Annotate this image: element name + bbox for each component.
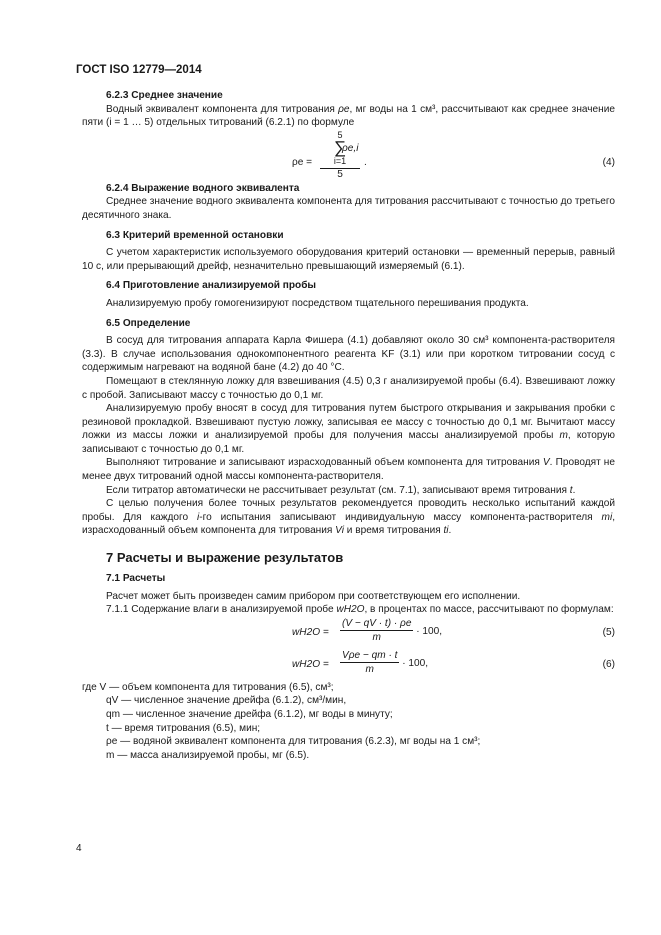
equation-number-5: (5) xyxy=(602,626,615,638)
formula-6-lhs: wH2O = xyxy=(292,658,329,670)
formula-6-fraction: $\frac{\text{Vρe − qm · t}}{m}$ xyxy=(342,649,398,676)
paragraph-7-1-1: 7.1.1 Содержание влаги в анализируемой пробе wH2O, в процентах по массе, рассчитывают по формулам: xyxy=(106,604,614,616)
legend-item: qV — численное значение дрейфа (6.1.2), см³/мин, xyxy=(106,695,347,707)
paragraph-6-5-6: С целью получения более точных результатов рекомендуется проводить несколько испытаний каждой пробы. Для каждого i-го испытания записывают индивидуальную массу компонента-растворителя mi, израсходованный объем компонента для титрования Vi и время титрования ti. xyxy=(82,498,615,537)
heading-6-4: 6.4 Приготовление анализируемой пробы xyxy=(106,280,317,292)
legend-item: m — масса анализируемой пробы, мг (6.5). xyxy=(106,749,310,761)
paragraph-6-2-4: Среднее значение водного эквивалента компонента для титрования рассчитывают с точностью до третьего десятичного знака. xyxy=(82,196,615,221)
paragraph-7-1: Расчет может быть произведен самим прибором при соответствующем его исполнении. xyxy=(106,590,521,602)
paragraph-6-5-2: Помещают в стеклянную ложку для взвешивания (4.5) 0,3 г анализируемой пробы (6.4). Взвешивают ложку с пробой. Записывают массу с точностью до 0,1 мг. xyxy=(82,375,615,401)
equation-number-4: (4) xyxy=(602,156,615,168)
heading-section-7: 7 Расчеты и выражение результатов xyxy=(106,550,344,566)
standard-header: ГОСТ ISO 12779—2014 xyxy=(76,64,202,76)
sigma-symbol: ∑ xyxy=(333,137,347,157)
page-number: 4 xyxy=(76,843,82,854)
heading-6-5: 6.5 Определение xyxy=(106,317,191,329)
formula-4-fraction: 5 ∑ i=1 5 ρe,i xyxy=(320,130,360,181)
paragraph-6-4: Анализируемую пробу гомогенизируют посредством тщательного перешивания продукта. xyxy=(106,297,529,309)
paragraph-6-5-5: Если титратор автоматически не рассчитывает результат (см. 7.1), записывают время титрования t. xyxy=(106,484,576,496)
paragraph-6-5-4: Выполняют титрование и записывают израсходованный объем компонента для титрования V. Проводят не менее двух титрований одной массы компонента-растворителя. xyxy=(82,457,615,483)
paragraph-6-3: С учетом характеристик используемого оборудования критерий остановки — временный перерыв, равный 10 с, или прерывающий дрейф, незначительно превышающий измеряемый (6.1). xyxy=(82,247,615,272)
formula-5-lhs: wH2O = xyxy=(292,626,329,638)
legend-item: qm — численное значение дрейфа (6.1.2), мг воды в минуту; xyxy=(106,709,393,720)
formula-4-lhs: ρe = xyxy=(292,156,313,168)
equation-number-6: (6) xyxy=(602,658,615,670)
heading-6-2-4: 6.2.4 Выражение водного эквивалента xyxy=(106,182,300,194)
paragraph-6-5-3: Анализируемую пробу вносят в сосуд для титрования путем быстрого открывания и закрывания пробки с резиновой прокладкой. Взвешивают пустую ложку, записывая ее массу с точностью до 0,1 мг. Вычитают массу ложки из массы ложки и анализируемой пробы для получения массы анализируемой пробы m, которую записывают с точностью до 0,1 мг. xyxy=(82,403,615,455)
formula-4: ρe = 5 ∑ i=1 5 ρe,i . (4) xyxy=(292,129,615,180)
variable-legend xyxy=(82,681,615,763)
formula-5: wH2O = $\frac{(V - qV \cdot t) \cdot \rho e}{m}$ · 100, (5) xyxy=(292,617,615,644)
paragraph-6-2-3: Водный эквивалент компонента для титрования ρe, мг воды на 1 см³, рассчитывают как среднее значение пяти (i = 1 … 5) отдельных титрований (6.2.1) по формуле xyxy=(82,103,615,129)
legend-item: t — время титрования (6.5), мин; xyxy=(106,722,261,734)
formula-6: wH2O = $\frac{\text{Vρe − qm · t}}{m}$ · 100, (6) xyxy=(292,649,615,676)
legend-item: где V — объем компонента для титрования (6.5), см³; xyxy=(82,681,334,693)
heading-6-2-3: 6.2.3 Среднее значение xyxy=(106,90,223,101)
legend-item: ρe — водяной эквивалент компонента для титрования (6.2.3), мг воды на 1 см³; xyxy=(106,736,481,748)
formula-5-fraction: $\frac{(V - qV \cdot t) \cdot \rho e}{m}$ xyxy=(342,617,412,644)
paragraph-6-5-1: В сосуд для титрования аппарата Карла Фишера (4.1) добавляют около 30 см³ компонента-растворителя (3.3). В случае использования однокомпонентного реагента KF (3.1) или при коротком титровании сосуд с содержимым нагревают на водяной бане (4.2) до 40 °С. xyxy=(82,335,615,374)
page-content xyxy=(82,89,615,762)
heading-6-3: 6.3 Критерий временной остановки xyxy=(106,229,284,241)
heading-7-1: 7.1 Расчеты xyxy=(106,573,166,585)
